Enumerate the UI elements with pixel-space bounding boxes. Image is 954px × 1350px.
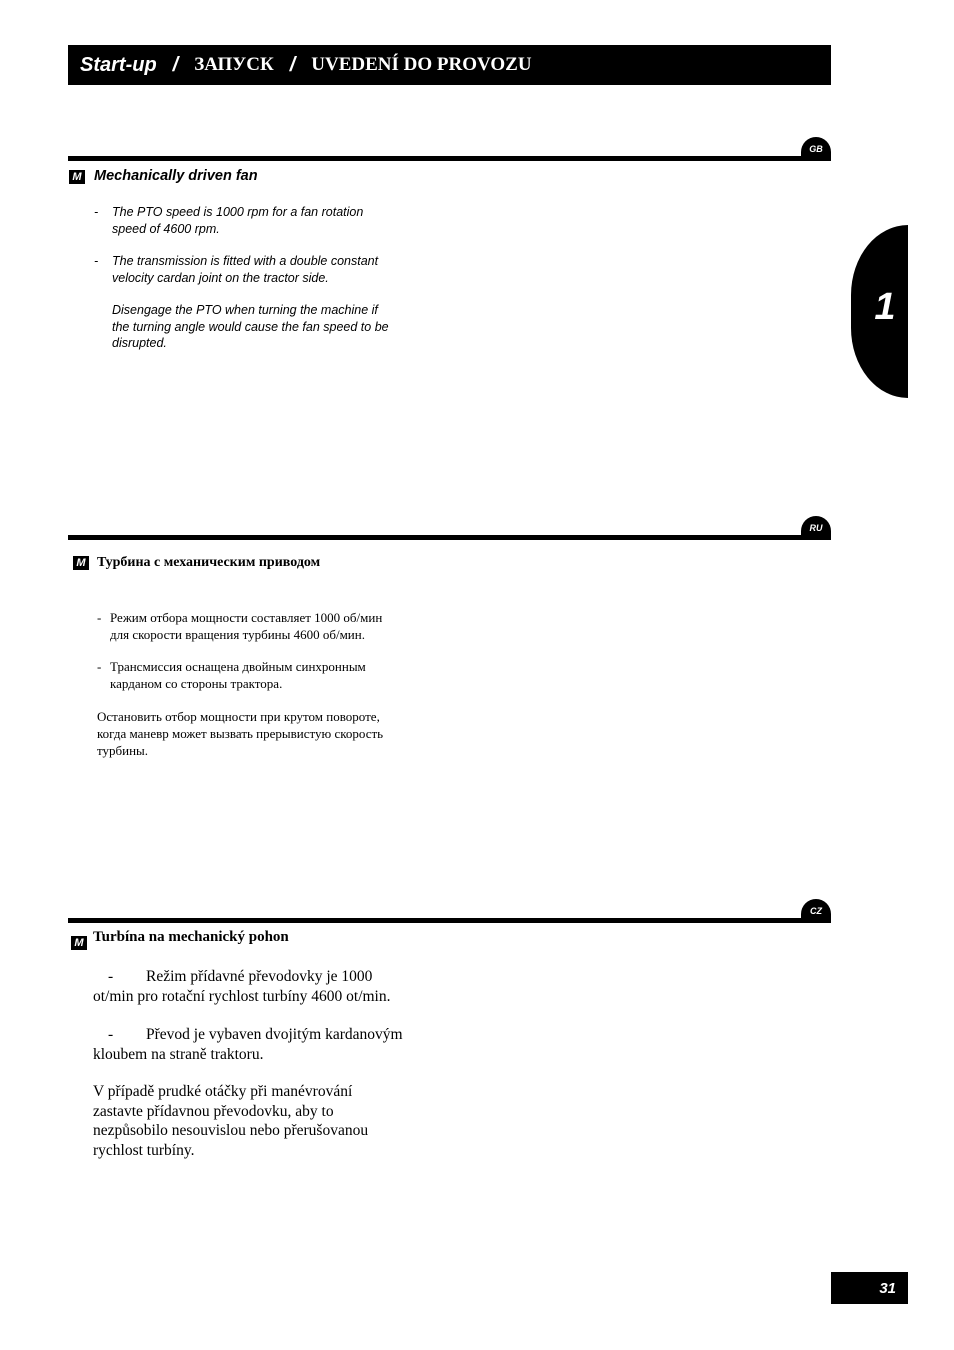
list-dash: - — [108, 1026, 114, 1043]
list-item — [94, 253, 379, 286]
list-item — [97, 609, 383, 643]
text-line: speed of 4600 rpm. — [112, 221, 220, 236]
list-item — [93, 1025, 403, 1064]
list-dash: - — [97, 659, 102, 674]
text-line: kloubem na straně traktoru. — [93, 1045, 264, 1063]
list-dash: - — [94, 254, 99, 268]
list-item — [94, 204, 364, 237]
text-line: velocity cardan joint on the tractor side. — [112, 270, 329, 285]
text-line: ot/min pro rotační rychlost turbíny 4600 ot/min. — [93, 987, 391, 1005]
list-dash: - — [108, 968, 114, 985]
section-title-cz: Turbína na mechanický pohon — [93, 929, 289, 945]
text-line: zastavte přídavnou převodovku, aby to — [93, 1102, 334, 1120]
text-line: Трансмиссия оснащена двойным синхронным — [110, 659, 366, 674]
list-item — [93, 967, 390, 1006]
text-line — [93, 1025, 403, 1045]
text-line: Режим отбора мощности составляет 1000 об/мин — [110, 610, 383, 625]
text-line: rychlost turbíny. — [93, 1141, 195, 1159]
language-tab-gb: GB — [801, 137, 831, 159]
note-paragraph — [97, 708, 383, 759]
machine-icon: M — [73, 556, 89, 570]
page-header — [68, 45, 831, 85]
header-title-cz: UVEDENÍ DO PROVOZU — [311, 54, 532, 75]
list-item — [97, 658, 366, 692]
language-tab-cz: CZ — [801, 899, 831, 921]
section-divider-gb — [68, 156, 831, 161]
section-divider-cz — [68, 918, 831, 923]
section-title-ru: Турбина с механическим приводом — [97, 555, 321, 570]
machine-icon: M — [69, 170, 85, 184]
note-paragraph — [112, 302, 389, 352]
header-separator: / — [172, 53, 179, 76]
section-title-gb: Mechanically driven fan — [94, 168, 258, 184]
page-number: 31 — [831, 1272, 908, 1304]
note-paragraph — [93, 1082, 368, 1160]
text-line: Остановить отбор мощности при крутом повороте, — [97, 709, 380, 724]
text-line: для скорости вращения турбины 4600 об/мин. — [110, 627, 365, 642]
machine-icon: M — [71, 936, 87, 950]
text-line: the turning angle would cause the fan speed to be — [112, 319, 389, 334]
text-line: карданом со стороны трактора. — [110, 676, 283, 691]
header-separator: / — [289, 53, 296, 76]
header-title-en: Start-up — [80, 53, 157, 76]
text-line: V případě prudké otáčky při manévrování — [93, 1083, 353, 1100]
header-title-ru: ЗАПУСК — [194, 54, 274, 75]
text-line: когда маневр может вызвать прерывистую скорость — [97, 726, 384, 741]
text-line: disrupted. — [112, 336, 167, 350]
section-divider-ru — [68, 535, 831, 540]
text-span: Převod je vybaven dvojitým kardanovým — [146, 1026, 403, 1043]
chapter-number: 1 — [874, 286, 896, 328]
list-dash: - — [94, 205, 99, 219]
text-line: The PTO speed is 1000 rpm for a fan rotation — [112, 205, 364, 219]
text-line — [93, 967, 390, 987]
text-line: nezpůsobilo nesouvislou nebo přerušovanou — [93, 1122, 369, 1139]
text-line: Disengage the PTO when turning the machine if — [112, 303, 378, 317]
text-line: The transmission is fitted with a double constant — [112, 254, 379, 268]
language-tab-ru: RU — [801, 516, 831, 538]
text-span: Režim přídavné převodovky je 1000 — [146, 968, 373, 985]
list-dash: - — [97, 610, 102, 625]
text-line: турбины. — [97, 743, 149, 758]
